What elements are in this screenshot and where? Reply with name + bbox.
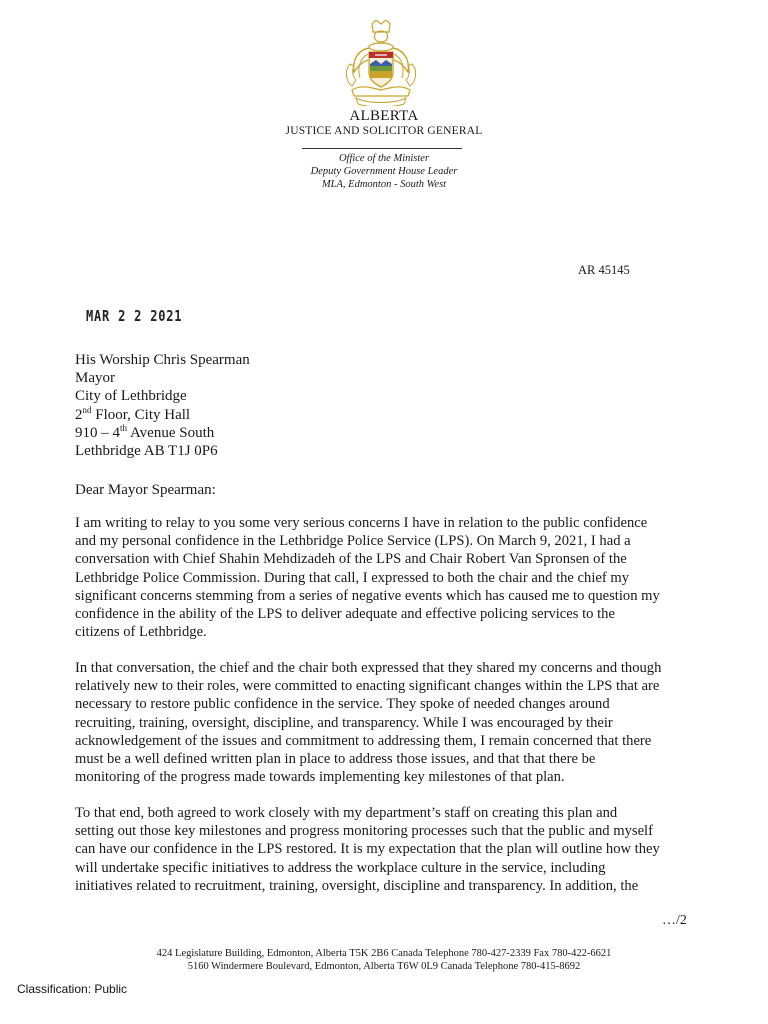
footer-address-line: 5160 Windermere Boulevard, Edmonton, Alberta T6W 0L9 Canada Telephone 780-415-8692 [187, 961, 581, 972]
classification-label: Classification: Public [17, 982, 128, 996]
letterhead-office [0, 152, 768, 191]
office-line: Deputy Government House Leader [310, 166, 458, 177]
letterhead-divider [302, 148, 462, 149]
date-stamp: MAR 2 2 2021 [86, 307, 183, 325]
office-line: Office of the Minister [338, 153, 430, 164]
recipient-floor: 2nd Floor, City Hall [75, 404, 191, 423]
recipient-city: City of Lethbridge [75, 388, 187, 405]
body-paragraph: I am writing to relay to you some very serious concerns I have in relation to the public confidence and my personal confidence in the Lethbridge Police Service (LPS). On March 9, 2021, I had a conversation with Chief Shahin Mehdizadeh of the LPS and Chair Robert Van Spronsen of the Lethbridge Police Commission. During that call, I expressed to both the chair and the chief my significant concerns stemming from a series of negative events which has caused me to question my confidence in the ability of the LPS to deliver adequate and effective policing services to the citizens of Lethbridge. [75, 515, 660, 641]
recipient-postal: Lethbridge AB T1J 0P6 [75, 443, 218, 460]
footer-address-line: 424 Legislature Building, Edmonton, Alberta T5K 2B6 Canada Telephone 780-427-2339 Fax 780-422-6621 [156, 948, 612, 959]
alberta-coat-of-arms-icon [342, 20, 420, 106]
recipient-title: Mayor [75, 370, 115, 387]
salutation: Dear Mayor Spearman: [75, 482, 216, 498]
reference-number: AR 45145 [578, 263, 630, 277]
page-continuation: …/2 [662, 913, 687, 928]
letterhead-ministry: JUSTICE AND SOLICITOR GENERAL [285, 125, 483, 137]
recipient-street: 910 – 4th Avenue South [75, 422, 215, 441]
recipient-name: His Worship Chris Spearman [75, 352, 250, 368]
letterhead-footer [0, 947, 768, 973]
recipient-address [75, 351, 250, 460]
letterhead-province: ALBERTA [349, 108, 419, 124]
body-paragraph: To that end, both agreed to work closely with my department’s staff on creating this plan and setting out those key milestones and progress monitoring processes such that the public and myself can have our confidence in the LPS restored. It is my expectation that the plan will outline how they will undertake specific initiatives to address the workplace culture in the service, including initiatives related to recruitment, training, oversight, discipline and transparency. In addition, the [75, 805, 660, 894]
body-paragraph: In that conversation, the chief and the chair both expressed that they shared my concerns and though relatively new to their roles, were committed to enacting significant changes within the LPS that are necessary to restore public confidence in the service. They spoke of needed changes around recruiting, training, oversight, discipline, and transparency. While I was encouraged by their acknowledgement of the issues and commitment to addressing them, I remain concerned that there must be a well defined written plan in place to address those issues, and that that there be monitoring of the progress made towards implementing key milestones of that plan. [75, 660, 662, 786]
office-line: MLA, Edmonton - South West [321, 179, 447, 190]
